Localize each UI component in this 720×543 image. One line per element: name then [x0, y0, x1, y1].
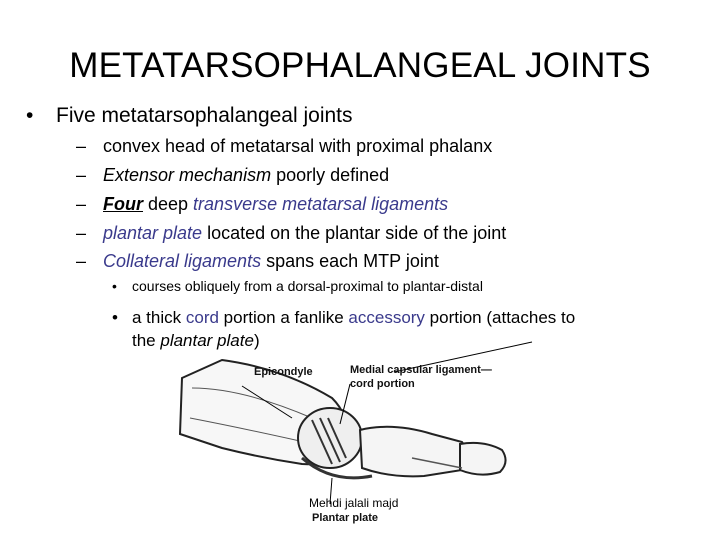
author-watermark: Mehdi jalali majd — [309, 496, 399, 510]
sub-bullet-text-part: deep — [143, 194, 194, 214]
sub-bullet-text-part: spans each MTP joint — [261, 251, 439, 271]
sub-bullet-text-part: Collateral ligaments — [103, 251, 262, 271]
sub-bullet-text-part: transverse metatarsal ligaments — [193, 194, 449, 214]
sub-bullet-text-part: plantar plate — [103, 223, 203, 243]
bullet-icon: • — [26, 104, 34, 127]
sub-sub-bullet-1-text: courses obliquely from a dorsal-proximal to plantar-distal — [132, 278, 483, 294]
bullet-icon: • — [112, 278, 117, 294]
label-plantar-plate: Plantar plate — [312, 512, 379, 524]
text-part: portion (attaches to — [424, 308, 576, 327]
main-bullet-text: Five metatarsophalangeal joints — [56, 104, 353, 127]
main-bullet — [26, 104, 353, 128]
sub-bullet-4 — [76, 223, 506, 244]
sub-bullet-text-part: convex head of metatarsal with proximal phalanx — [103, 136, 493, 156]
dash-icon: – — [76, 194, 87, 214]
text-part: the — [132, 331, 161, 350]
sub-bullet-2 — [76, 165, 389, 186]
sub-bullet-text-part: located on the plantar side of the joint — [202, 223, 507, 243]
sub-sub-bullet-1 — [112, 278, 483, 294]
dash-icon: – — [76, 223, 87, 243]
sub-bullet-text-part: Extensor mechanism — [103, 165, 272, 185]
slide-title: METATARSOPHALANGEAL JOINTS — [69, 46, 651, 85]
text-part: a thick — [132, 308, 186, 327]
distal-phalanx — [460, 443, 506, 475]
text-part: portion a fanlike — [218, 308, 349, 327]
sub-bullet-text-part: poorly defined — [271, 165, 390, 185]
label-cord-portion: cord portion — [350, 378, 415, 390]
sub-bullet-3 — [76, 194, 448, 215]
sub-bullet-text-part: Four — [103, 194, 143, 214]
dash-icon: – — [76, 136, 87, 156]
text-part-plantar-plate: plantar plate — [160, 331, 254, 350]
proximal-phalanx — [360, 427, 468, 477]
sub-bullet-1 — [76, 136, 492, 157]
label-epicondyle: Epicondyle — [254, 366, 313, 378]
text-part-cord: cord — [185, 308, 219, 327]
text-part: ) — [253, 331, 260, 350]
label-medial-capsular: Medial capsular ligament— — [350, 364, 492, 376]
bullet-icon: • — [112, 308, 118, 327]
text-part-accessory: accessory — [348, 308, 425, 327]
dash-icon: – — [76, 251, 87, 271]
dash-icon: – — [76, 165, 87, 185]
sub-bullet-5 — [76, 251, 439, 272]
